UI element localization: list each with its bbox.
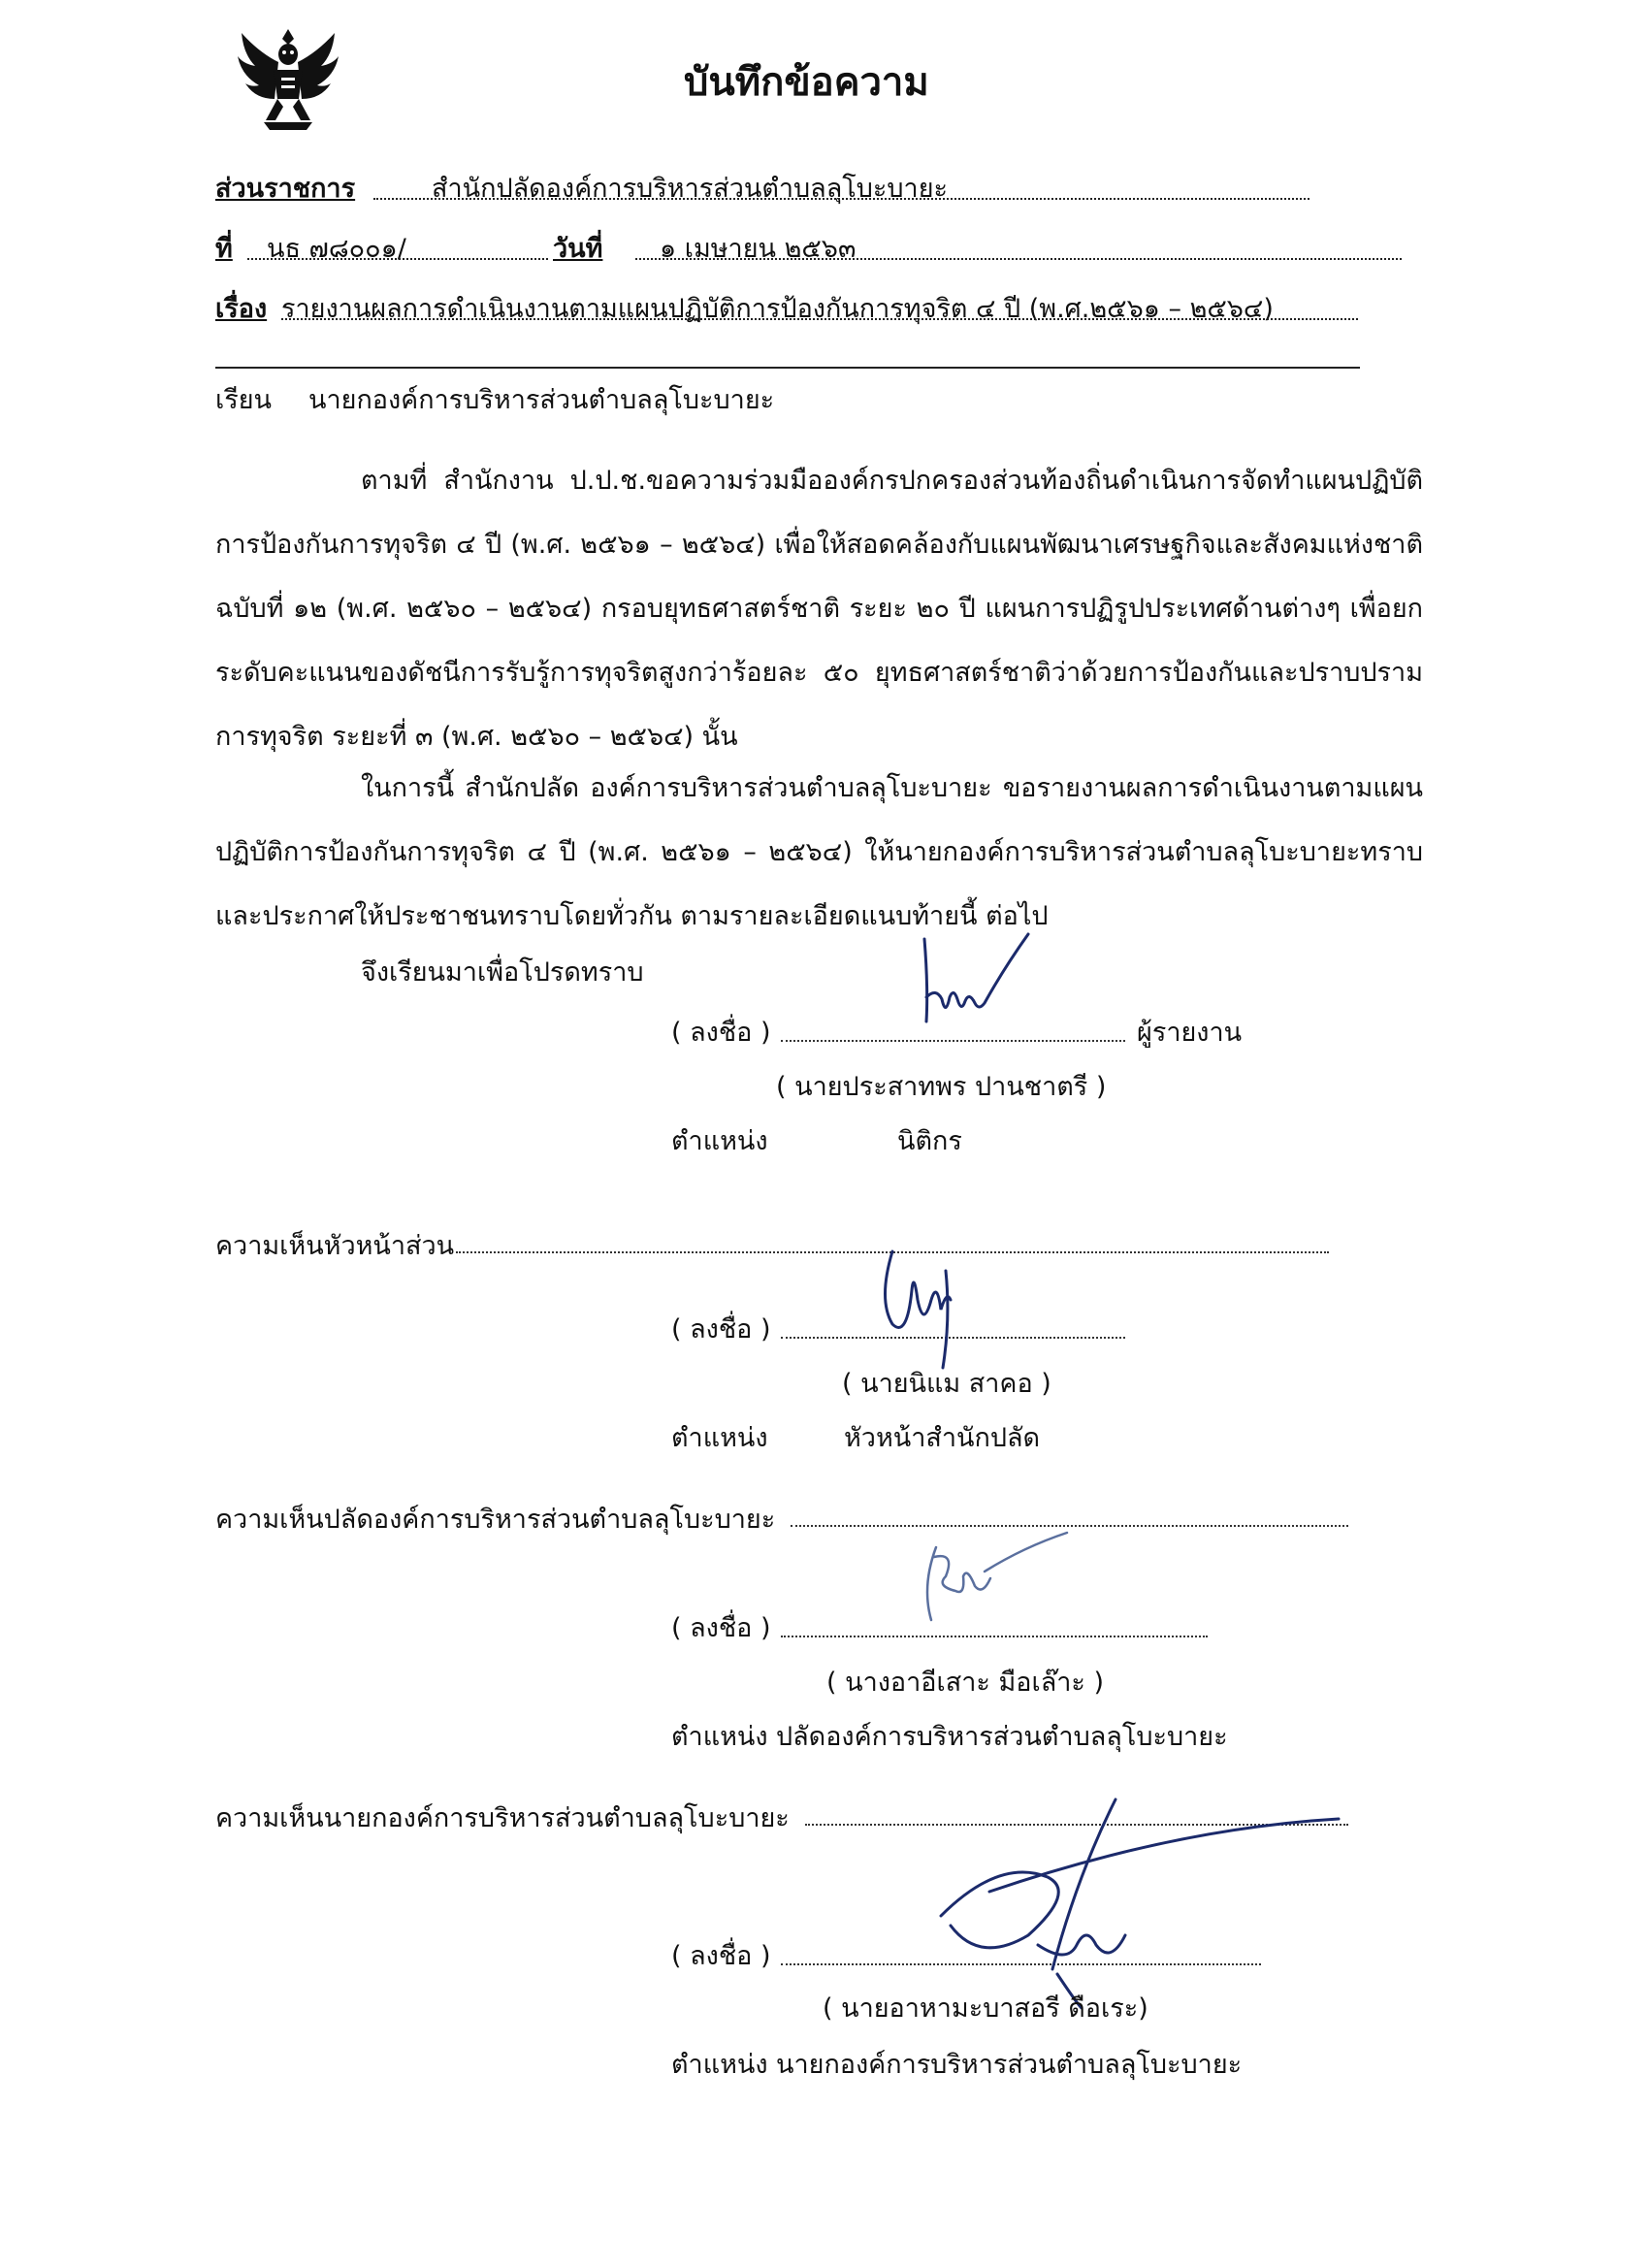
salutation-value: นายกองค์การบริหารส่วนตำบลลุโบะบายะ: [308, 385, 775, 415]
signer-name-2: ( นายนิแม สาคอ ): [842, 1369, 1051, 1399]
subject-value: รายงานผลการดำเนินงานตามแผนปฏิบัติการป้องกันการทุจริต ๔ ปี (พ.ศ.๒๕๖๑ – ๒๕๖๔): [281, 294, 1274, 324]
opinion-line-3: [791, 1525, 1348, 1527]
subject-label: เรื่อง: [215, 294, 268, 324]
sign-label-1: ( ลงชื่อ ): [671, 1018, 771, 1048]
body-paragraph-1: [215, 449, 1423, 769]
signer-name-1: ( นายประสาทพร ปานชาตรี ): [776, 1072, 1107, 1102]
salutation-label: เรียน: [215, 385, 273, 415]
closing-text: จึงเรียนมาเพื่อโปรดทราบ: [361, 957, 644, 988]
position-value-1: นิติกร: [897, 1126, 962, 1156]
reporter-role: ผู้รายงาน: [1137, 1018, 1243, 1048]
ref-value: นธ ๗๘๐๐๑/: [267, 234, 406, 264]
agency-value: สำนักปลัดองค์การบริหารส่วนตำบลลุโบะบายะ: [432, 174, 949, 204]
date-value: ๑ เมษายน ๒๕๖๓: [660, 234, 857, 264]
body-paragraph-1-text: ตามที่ สำนักงาน ป.ป.ช.ขอความร่วมมือองค์กรปกครองส่วนท้องถิ่นดำเนินการจัดทำแผนปฏิบัติการป้องกันการทุจริต ๔ ปี (พ.ศ. ๒๕๖๑ – ๒๕๖๔) เพื่อให้สอดคล้องกับแผนพัฒนาเศรษฐกิจและสังคมแห่งชาติ ฉบับที่ ๑๒ (พ.ศ. ๒๕๖๐ – ๒๕๖๔) กรอบยุทธศาสตร์ชาติ ระยะ ๒๐ ปี แผนการปฏิรูปประเทศด้านต่างๆ เพื่อยกระดับคะแนนของดัชนีการรับรู้การทุจริตสูงกว่าร้อยละ ๕๐ ยุทธศาสตร์ชาติว่าด้วยการป้องกันและปราบปรามการทุจริต ระยะที่ ๓ (พ.ศ. ๒๕๖๐ – ๒๕๖๔) นั้น: [215, 466, 1423, 752]
agency-label: ส่วนราชการ: [215, 174, 356, 204]
signature-1: [907, 929, 1043, 1043]
header-divider: [215, 367, 1360, 369]
agency-dotted-line: [373, 198, 1310, 200]
opinion-label-2: ความเห็นหัวหน้าส่วน: [215, 1231, 455, 1261]
date-dotted-line: [635, 258, 1402, 260]
ref-label: ที่: [215, 234, 233, 264]
opinion-label-4: ความเห็นนายกองค์การบริหารส่วนตำบลลุโบะบายะ: [215, 1803, 790, 1833]
sign-label-3: ( ลงชื่อ ): [671, 1613, 771, 1643]
body-paragraph-2: [215, 757, 1423, 949]
position-label-2: ตำแหน่ง: [671, 1423, 768, 1453]
position-label-4: ตำแหน่ง: [671, 2050, 768, 2080]
ref-dotted-line: [247, 258, 548, 260]
page-title: บันทึกข้อความ: [684, 60, 929, 105]
position-label-1: ตำแหน่ง: [671, 1126, 768, 1156]
body-paragraph-2-text: ในการนี้ สำนักปลัด องค์การบริหารส่วนตำบลลุโบะบายะ ขอรายงานผลการดำเนินงานตามแผนปฏิบัติการป้องกันการทุจริต ๔ ปี (พ.ศ. ๒๕๖๑ – ๒๕๖๔) ให้นายกองค์การบริหารส่วนตำบลลุโบะบายะทราบ และประกาศให้ประชาชนทราบโดยทั่วกัน ตามรายละเอียดแนบท้ายนี้ ต่อไป: [215, 773, 1423, 931]
opinion-label-3: ความเห็นปลัดองค์การบริหารส่วนตำบลลุโบะบายะ: [215, 1505, 776, 1535]
date-label: วันที่: [553, 234, 603, 264]
garuda-emblem: [235, 21, 341, 138]
position-label-3: ตำแหน่ง: [671, 1722, 768, 1752]
position-value-3: ปลัดองค์การบริหารส่วนตำบลลุโบะบายะ: [776, 1722, 1228, 1752]
position-value-4: นายกองค์การบริหารส่วนตำบลลุโบะบายะ: [776, 2050, 1243, 2080]
sign-label-2: ( ลงชื่อ ): [671, 1314, 771, 1345]
signature-3: [907, 1528, 1082, 1641]
signer-name-3: ( นางอาอีเสาะ มือเล๊าะ ): [826, 1668, 1105, 1698]
sign-label-4: ( ลงชื่อ ): [671, 1941, 771, 1971]
position-value-2: หัวหน้าสำนักปลัด: [844, 1423, 1041, 1453]
signer-name-4: ( นายอาหามะบาสอรี ดือเระ): [823, 1993, 1148, 2024]
subject-dotted-line: [281, 318, 1358, 320]
